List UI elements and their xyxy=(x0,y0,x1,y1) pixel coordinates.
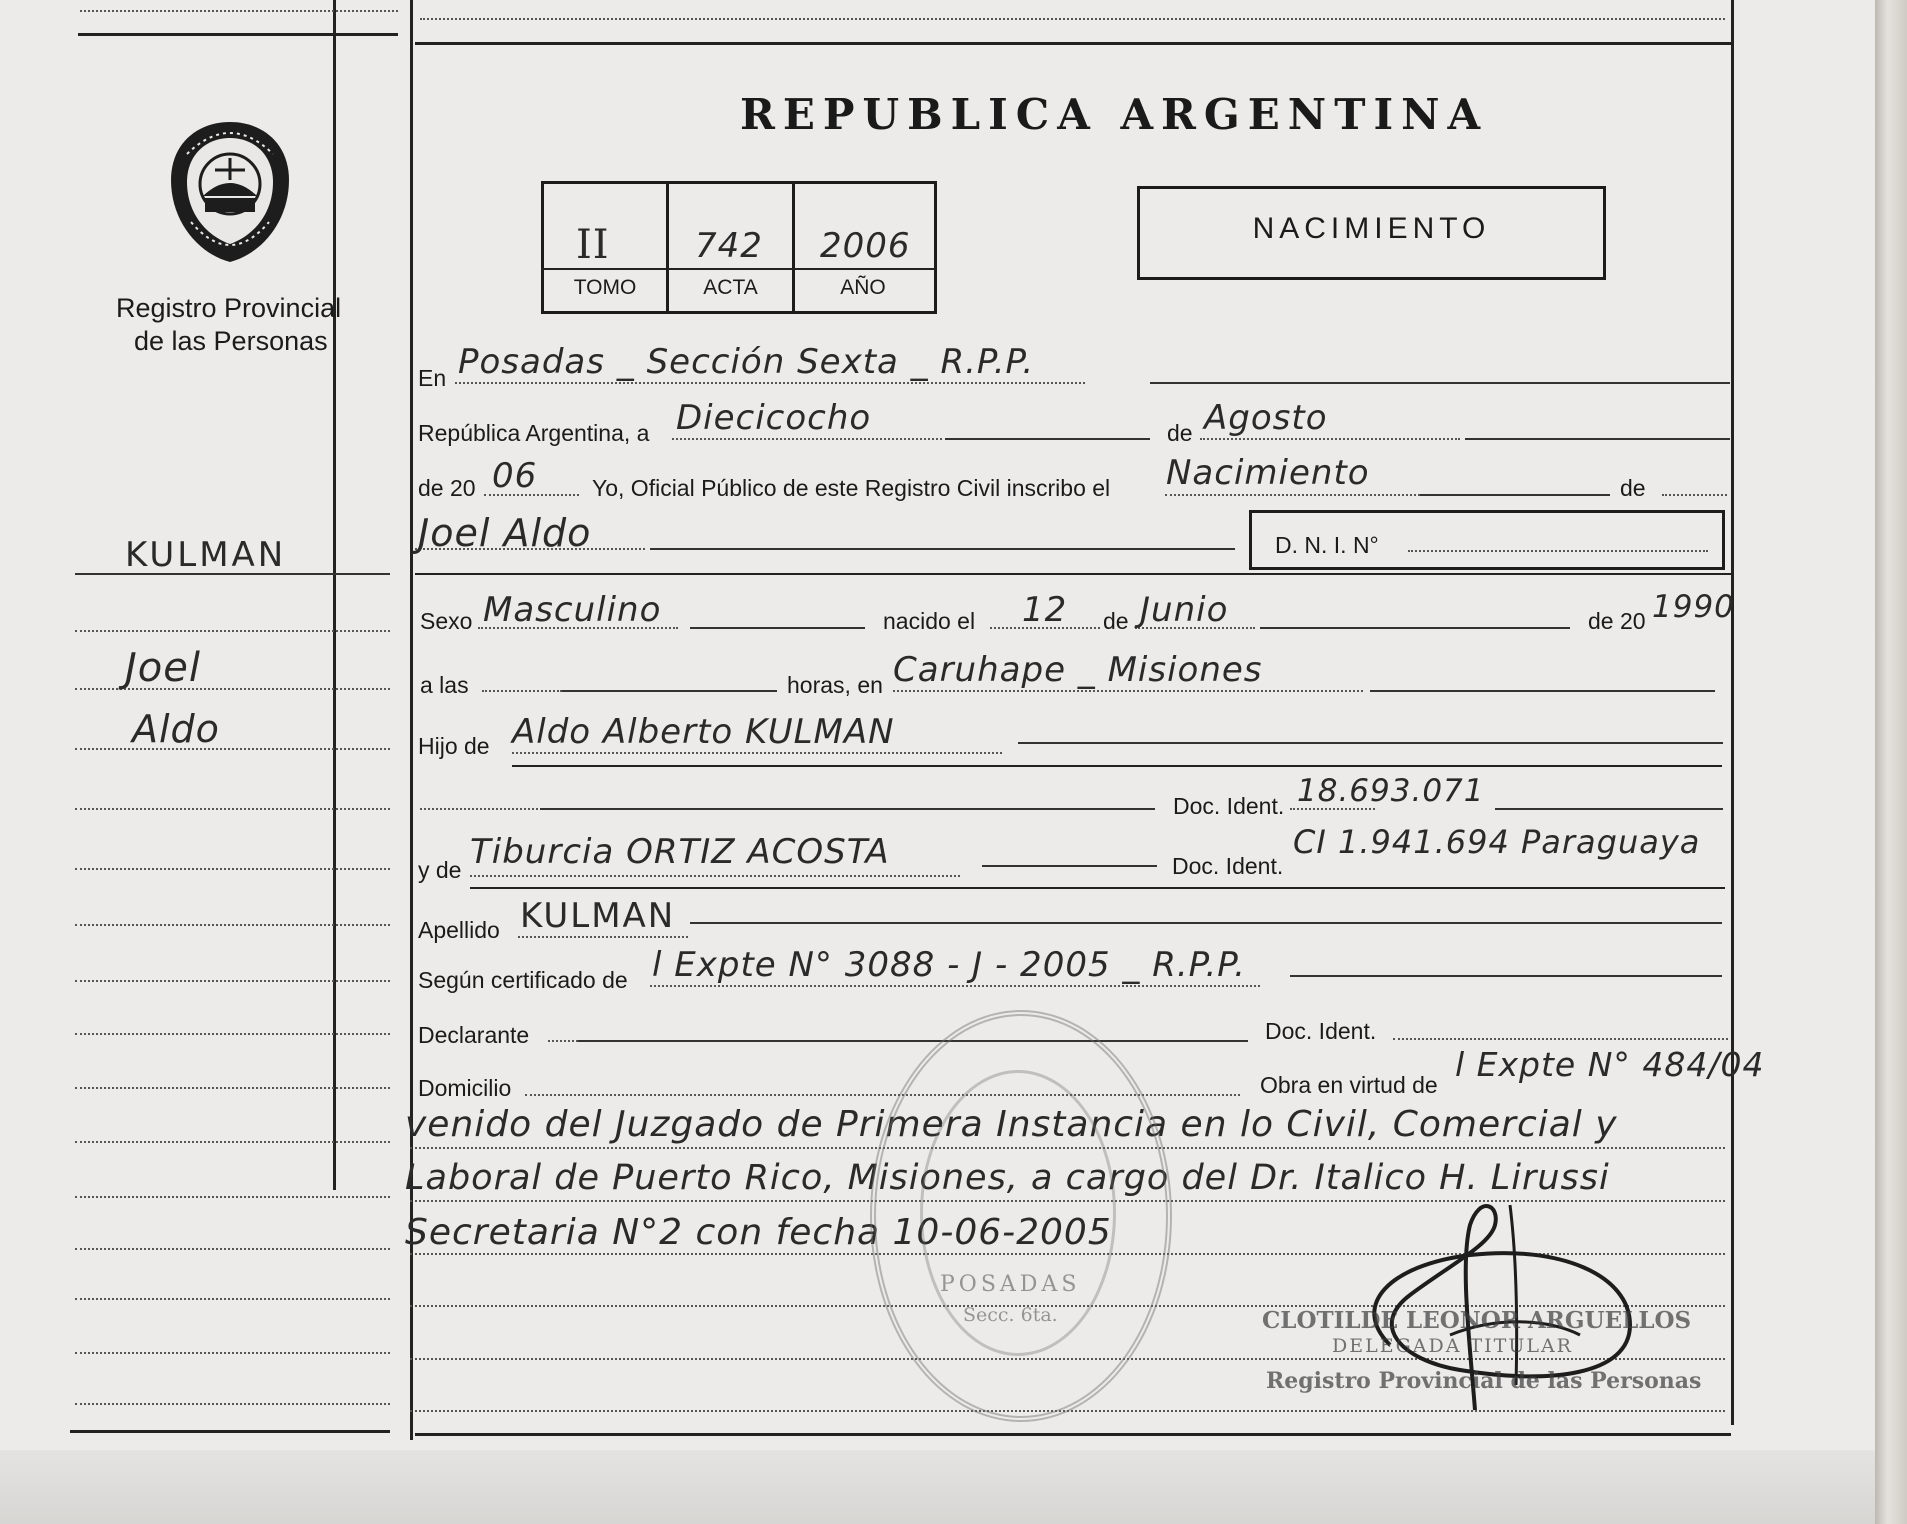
de-label-2: de xyxy=(1620,475,1646,501)
anio-value: 2006 xyxy=(820,226,911,266)
record-type: NACIMIENTO xyxy=(1252,212,1491,245)
republica-label: República Argentina, a xyxy=(418,420,650,446)
sexo-value: Masculino xyxy=(483,590,662,630)
nacido-day-value: 12 xyxy=(1022,590,1068,630)
dni-label: D. N. I. N° xyxy=(1275,532,1379,558)
right-border xyxy=(1731,0,1734,1425)
office-name-line1: Registro Provincial xyxy=(116,293,342,323)
margin-surname: KULMAN xyxy=(125,535,287,575)
madre-value: Tiburcia ORTIZ ACOSTA xyxy=(470,832,890,872)
y-de-label: y de xyxy=(418,857,462,883)
apellido-value: KULMAN xyxy=(520,896,676,936)
en-label: En xyxy=(418,365,447,391)
top-rule-left xyxy=(78,33,398,36)
doc-ident-label-2: Doc. Ident. xyxy=(1172,853,1284,879)
acta-label: ACTA xyxy=(703,276,758,299)
left-column-divider xyxy=(333,0,336,1190)
oficial-text: Yo, Oficial Público de este Registro Civil inscribo el xyxy=(592,475,1111,501)
domicilio-label: Domicilio xyxy=(418,1075,512,1101)
inscribo-value: Nacimiento xyxy=(1166,453,1370,493)
margin-name-1: Joel xyxy=(125,645,201,691)
day-value: Diecicocho xyxy=(676,398,872,438)
de-20-label-2: de 20 xyxy=(1588,608,1646,634)
nacido-month-value: Junio xyxy=(1140,590,1229,630)
obra-label: Obra en virtud de xyxy=(1260,1072,1438,1098)
page-edge xyxy=(1875,0,1907,1524)
sexo-label: Sexo xyxy=(420,608,473,634)
doc-ident-label-1: Doc. Ident. xyxy=(1173,793,1285,819)
signer-office: Registro Provincial de las Personas xyxy=(1266,1368,1702,1394)
de-20-label: de 20 xyxy=(418,475,476,501)
tomo-label: TOMO xyxy=(573,276,637,299)
tomo-value: II xyxy=(576,222,610,268)
anio-label: AÑO xyxy=(840,276,886,299)
nacido-label: nacido el xyxy=(883,608,976,634)
year-value: 06 xyxy=(492,456,538,496)
hijo-label: Hijo de xyxy=(418,733,490,759)
en-value: Posadas _ Sección Sexta _ R.P.P. xyxy=(458,342,1035,382)
document-title: REPUBLICA ARGENTINA xyxy=(740,90,1489,139)
declarante-label: Declarante xyxy=(418,1022,530,1048)
margin-name-2: Aldo xyxy=(132,707,220,751)
alas-label: a las xyxy=(420,672,469,698)
acta-value: 742 xyxy=(695,226,763,266)
nacido-year-value: 1990 xyxy=(1652,589,1735,625)
doc-ident-label-3: Doc. Ident. xyxy=(1265,1018,1377,1044)
de-label-1: de xyxy=(1167,420,1193,446)
note-line-1: venido del Juzgado de Primera Instancia en lo Civil, Comercial y xyxy=(405,1104,1618,1145)
office-name-line2: de las Personas xyxy=(134,326,328,356)
note-line-2: Laboral de Puerto Rico, Misiones, a cargo del Dr. Italico H. Lirussi xyxy=(405,1158,1610,1198)
stamp-sub: Secc. 6ta. xyxy=(963,1304,1058,1326)
signer-name: CLOTILDE LEONOR ARGUELLOS xyxy=(1262,1307,1692,1334)
horas-label: horas, en xyxy=(787,672,883,698)
padre-value: Aldo Alberto KULMAN xyxy=(512,712,895,752)
lugar-value: Caruhape _ Misiones xyxy=(893,650,1263,690)
doc-ident-value-1: 18.693.071 xyxy=(1297,773,1485,809)
apellido-label: Apellido xyxy=(418,917,500,943)
signer-role: DELEGADA TITULAR xyxy=(1332,1335,1573,1357)
segun-label: Según certificado de xyxy=(418,967,628,993)
province-seal-logo xyxy=(165,118,295,266)
doc-ident-value-2: CI 1.941.694 Paraguaya xyxy=(1293,823,1701,861)
bottom-rule-right xyxy=(415,1433,1731,1436)
top-rule-right xyxy=(415,42,1731,45)
person-name-value: Joel Aldo xyxy=(418,511,592,555)
segun-value: l Expte N° 3088 - J - 2005 _ R.P.P. xyxy=(652,945,1246,985)
note-line-3: Secretaria N°2 con fecha 10-06-2005 xyxy=(405,1212,1112,1253)
month-value: Agosto xyxy=(1204,398,1328,438)
bottom-rule-left xyxy=(70,1430,390,1433)
stamp-city: POSADAS xyxy=(940,1272,1081,1297)
de-label-3: de xyxy=(1103,608,1129,634)
obra-value: l Expte N° 484/04 xyxy=(1455,1045,1765,1084)
